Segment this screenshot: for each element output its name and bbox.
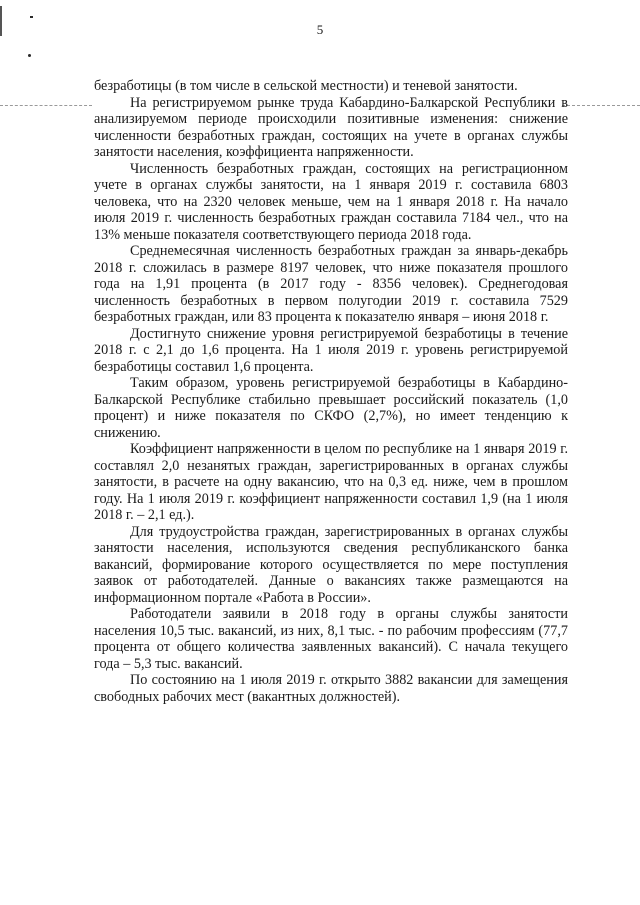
paragraph: Для трудоустройства граждан, зарегистрированных в органах службы занятости населения, используются сведения республиканского банка вакансий, формирование которого осуществляется по мере поступления заявок от работодателей. Данные о вакансиях также размещаются на информационном портале «Работа в России». — [94, 523, 568, 606]
paragraph: Таким образом, уровень регистрируемой безработицы в Кабардино-Балкарской Республике стабильно превышает российский показатель (1,0 процент) и ниже показателя по СКФО (2,7%), но имеет тенденцию к снижению. — [94, 375, 568, 441]
paragraph: Работодатели заявили в 2018 году в органы службы занятости населения 10,5 тыс. вакансий, из них, 8,1 тыс. - по рабочим профессиям (77,7 процента от общего количества заявленных вакансий). С начала текущего года – 5,3 тыс. вакансий. — [94, 606, 568, 672]
document-body — [94, 78, 568, 705]
scan-dash-line — [0, 105, 92, 106]
paragraph: Численность безработных граждан, состоящих на регистрационном учете в органах службы занятости, на 1 января 2019 г. составила 6803 человека, что на 2320 человек меньше, чем на 1 января 2018 г. На начало июля 2019 г. численность безработных граждан составила 7184 чел., что на 13% меньше показателя соответствующего периода 2018 года. — [94, 160, 568, 243]
page-number: 5 — [316, 22, 324, 37]
scan-speck-mark — [28, 54, 31, 57]
paragraph: На регистрируемом рынке труда Кабардино-Балкарской Республики в анализируемом периоде происходили позитивные изменения: снижение численности безработных граждан, состоящих на учете в органах службы занятости населения, коэффициента напряженности. — [94, 94, 568, 160]
paragraph: Достигнуто снижение уровня регистрируемой безработицы в течение 2018 г. с 2,1 до 1,6 процента. На 1 июля 2019 г. уровень регистрируемой безработицы составил 1,6 процента. — [94, 325, 568, 375]
paragraph: безработицы (в том числе в сельской местности) и теневой занятости. — [94, 78, 518, 94]
paragraph: Коэффициент напряженности в целом по республике на 1 января 2019 г. составлял 2,0 незанятых граждан, зарегистрированных в органах службы занятости, в расчете на одну вакансию, что на 0,3 ед. ниже, чем в прошлом году. На 1 июля 2019 г. коэффициент напряженности составил 1,9 (на 1 июля 2018 г. – 2,1 ед.). — [94, 441, 568, 523]
paragraph: По состоянию на 1 июля 2019 г. открыто 3882 вакансии для замещения свободных рабочих мест (вакантных должностей). — [94, 672, 568, 705]
scan-speck-mark — [30, 16, 33, 18]
paragraph: Среднемесячная численность безработных граждан за январь-декабрь 2018 г. сложилась в размере 8197 человек, что ниже показателя прошлого года на 1,91 процента (в 2017 году - 8356 человек). Среднегодовая численность безработных в первом полугодии 2019 г. составила 7529 безработных граждан, или 83 процента к показателю января – июня 2018 г. — [94, 243, 568, 325]
scan-dash-line — [562, 105, 640, 106]
